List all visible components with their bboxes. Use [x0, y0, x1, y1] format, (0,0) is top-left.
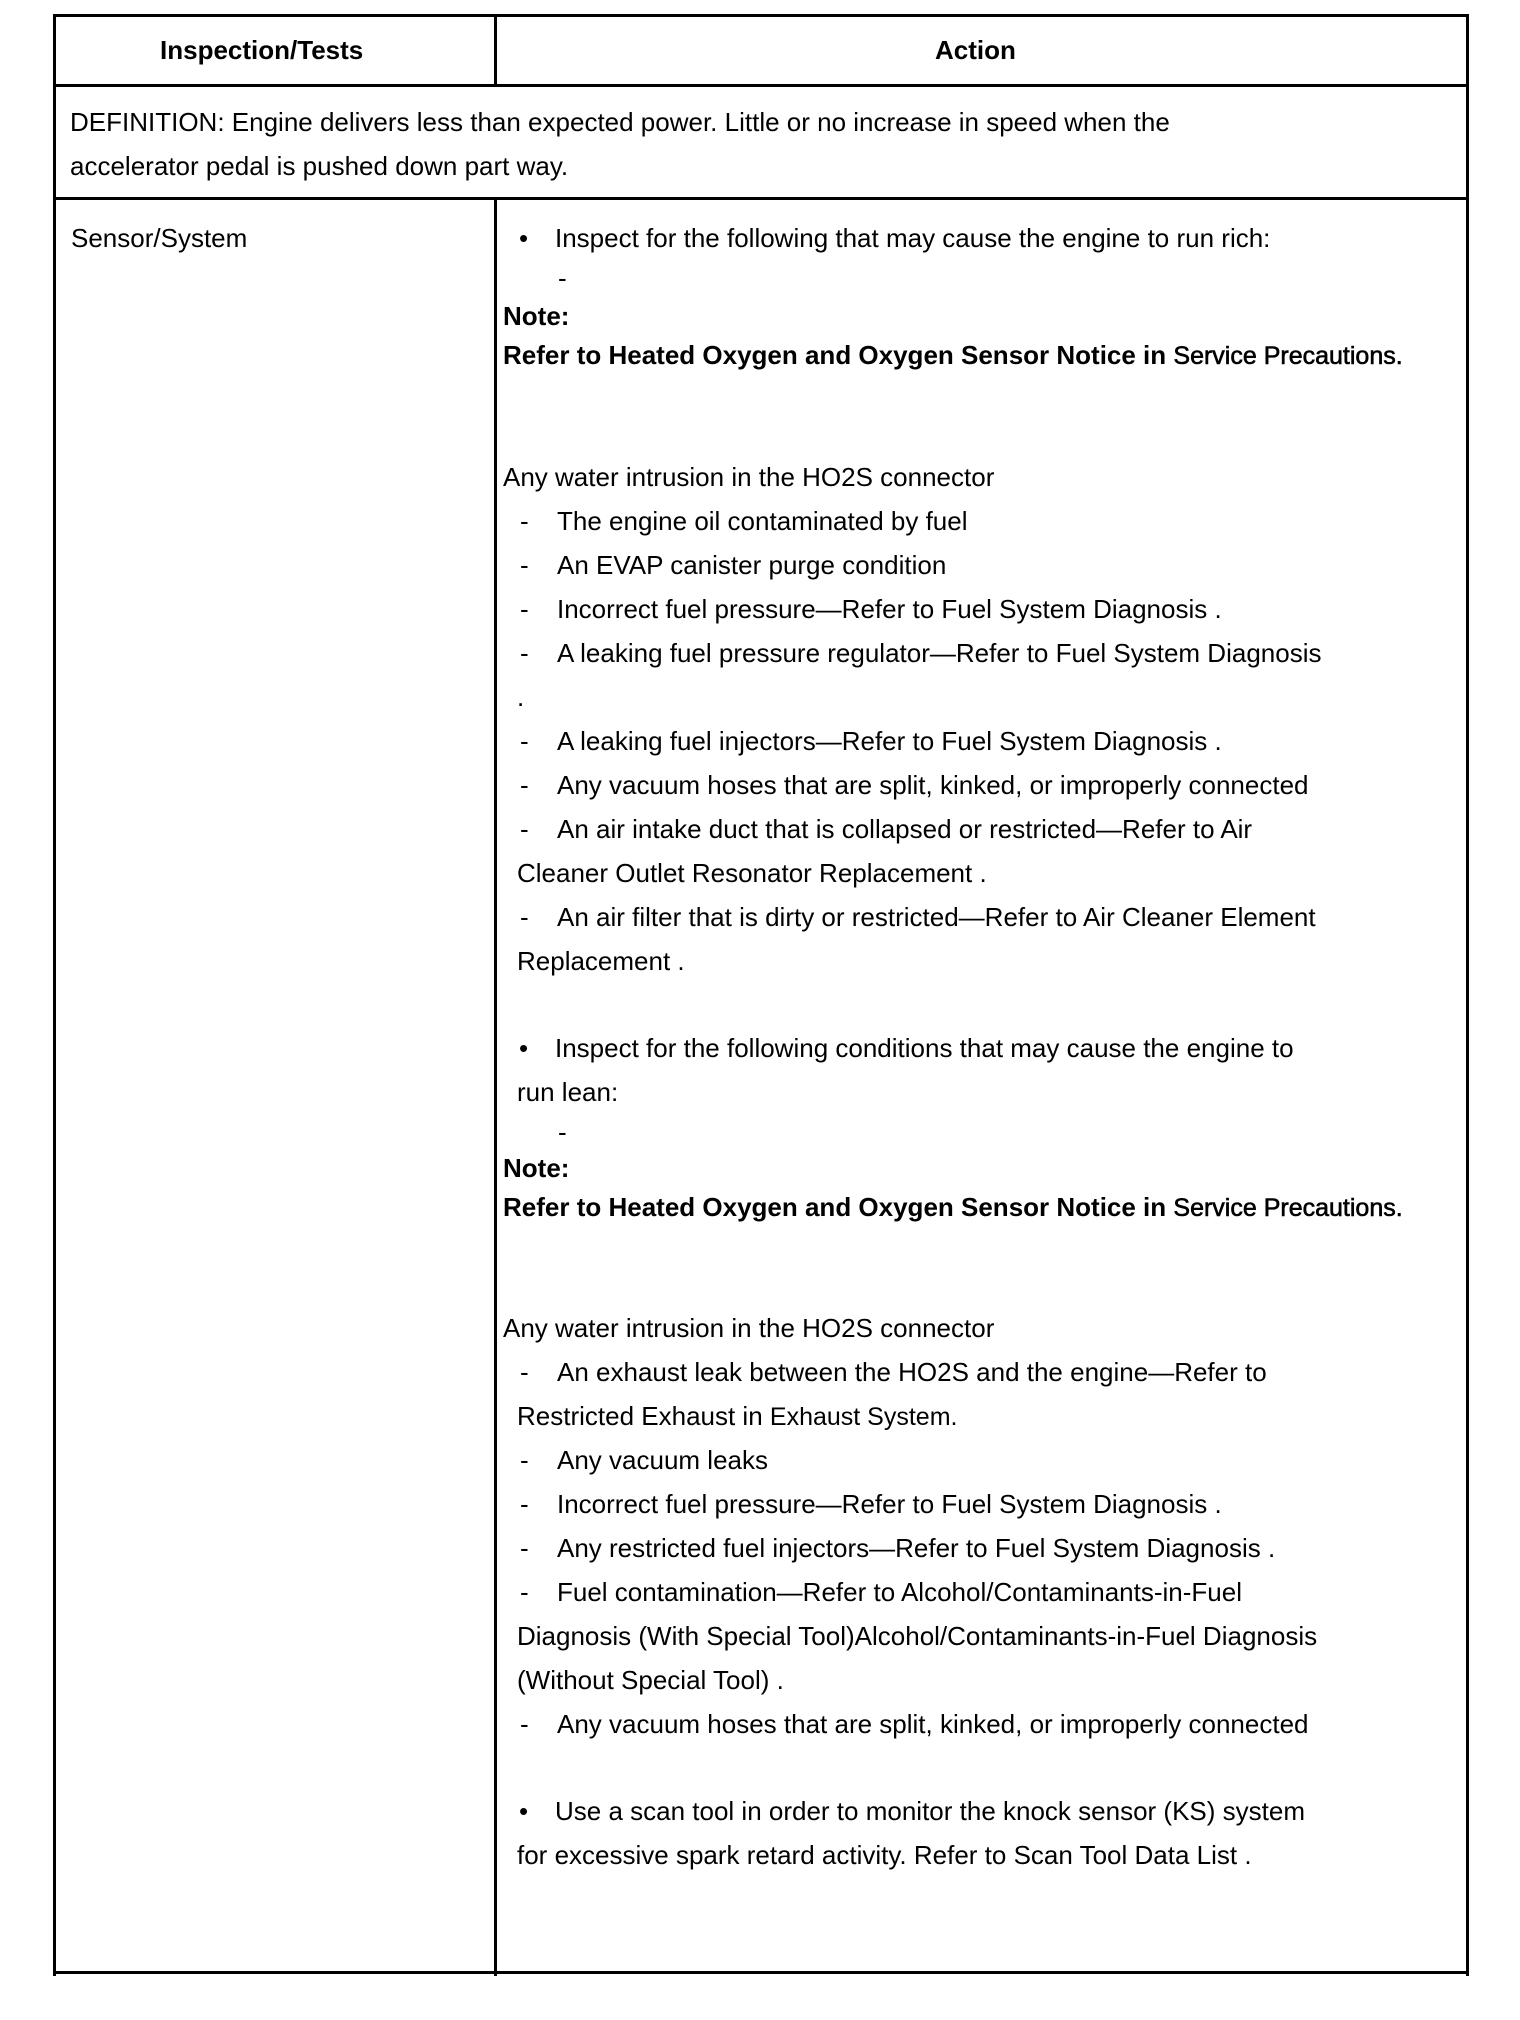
dash-marker: -: [520, 638, 529, 668]
dash-marker: -: [520, 1357, 529, 1387]
table-border-right: [1466, 14, 1469, 1976]
list-item: Fuel contamination—Refer to Alcohol/Contaminants-in-Fuel: [557, 1577, 1243, 1607]
list-item: Incorrect fuel pressure—Refer to Fuel System Diagnosis .: [557, 1489, 1222, 1519]
service-precautions-link[interactable]: Service Precautions.: [1173, 342, 1403, 370]
list-item-continuation: Restricted Exhaust in Exhaust System.: [517, 1401, 958, 1431]
column-divider-body: [494, 198, 497, 1976]
water-intrusion-text: Any water intrusion in the HO2S connector: [503, 1313, 995, 1343]
table-border-left: [53, 14, 56, 1976]
table-border-bottom: [53, 1971, 1469, 1974]
table-border-top: [53, 14, 1469, 17]
column-divider-header: [494, 14, 497, 86]
note-label: Note:: [503, 1153, 570, 1183]
list-item: The engine oil contaminated by fuel: [557, 506, 968, 536]
dash-marker: -: [520, 726, 529, 756]
bullet-marker: •: [519, 223, 529, 253]
column-header-inspection-tests: Inspection/Tests: [160, 35, 364, 65]
dash-marker: -: [520, 1445, 529, 1475]
column-header-action: Action: [935, 35, 1016, 65]
list-item: Any vacuum leaks: [557, 1445, 768, 1475]
list-item: Incorrect fuel pressure—Refer to Fuel System Diagnosis .: [557, 594, 1222, 624]
header-divider: [53, 84, 1469, 87]
dash-marker: -: [520, 1533, 529, 1563]
bullet-marker: •: [519, 1033, 529, 1063]
dash-placeholder: -: [558, 263, 567, 293]
dash-marker: -: [520, 814, 529, 844]
action-line-knock-sensor: Use a scan tool in order to monitor the knock sensor (KS) system: [555, 1796, 1305, 1826]
exhaust-system-link[interactable]: Exhaust System.: [769, 1403, 958, 1431]
service-precautions-link[interactable]: Service Precautions.: [1173, 1194, 1403, 1222]
list-item: Any vacuum hoses that are split, kinked, or improperly connected: [557, 770, 1309, 800]
row-label-sensor-system: Sensor/System: [71, 223, 248, 253]
dash-marker: -: [520, 506, 529, 536]
dash-marker: -: [520, 594, 529, 624]
dash-marker: -: [520, 1709, 529, 1739]
action-line-rich-intro: Inspect for the following that may cause the engine to run rich:: [555, 223, 1271, 253]
dash-marker: -: [520, 1577, 529, 1607]
dash-placeholder: -: [558, 1117, 567, 1147]
list-item-continuation: (Without Special Tool) .: [517, 1665, 784, 1695]
definition-line-1: DEFINITION: Engine delivers less than expected power. Little or no increase in speed when the: [70, 107, 1170, 137]
note-label: Note:: [503, 301, 570, 331]
list-item: A leaking fuel injectors—Refer to Fuel System Diagnosis .: [557, 726, 1222, 756]
water-intrusion-text: Any water intrusion in the HO2S connector: [503, 462, 995, 492]
list-item: Any restricted fuel injectors—Refer to Fuel System Diagnosis .: [557, 1533, 1276, 1563]
list-item-continuation: run lean:: [517, 1077, 619, 1107]
note-text: Refer to Heated Oxygen and Oxygen Sensor Notice in Service Precautions.: [503, 1192, 1403, 1222]
list-item-continuation: Diagnosis (With Special Tool)Alcohol/Contaminants-in-Fuel Diagnosis: [517, 1621, 1318, 1651]
definition-line-2: accelerator pedal is pushed down part way.: [70, 151, 569, 181]
list-item-continuation: for excessive spark retard activity. Refer to Scan Tool Data List .: [517, 1840, 1252, 1870]
bullet-marker: •: [519, 1796, 529, 1826]
list-item-continuation: Cleaner Outlet Resonator Replacement .: [517, 858, 987, 888]
list-item: An air intake duct that is collapsed or restricted—Refer to Air: [557, 814, 1253, 844]
dash-marker: -: [520, 770, 529, 800]
list-item: A leaking fuel pressure regulator—Refer to Fuel System Diagnosis: [557, 638, 1322, 668]
list-item: Any vacuum hoses that are split, kinked, or improperly connected: [557, 1709, 1309, 1739]
list-item: An exhaust leak between the HO2S and the engine—Refer to: [557, 1357, 1267, 1387]
dash-marker: -: [520, 1489, 529, 1519]
dash-marker: -: [520, 550, 529, 580]
list-item-continuation: Replacement .: [517, 946, 685, 976]
dash-marker: -: [520, 902, 529, 932]
list-item: An EVAP canister purge condition: [557, 550, 947, 580]
list-item: An air filter that is dirty or restricted—Refer to Air Cleaner Element: [557, 902, 1316, 932]
note-text: Refer to Heated Oxygen and Oxygen Sensor Notice in Service Precautions.: [503, 340, 1403, 370]
action-line-lean-intro: Inspect for the following conditions that may cause the engine to: [555, 1033, 1294, 1063]
list-item-continuation: .: [517, 682, 525, 712]
definition-divider: [53, 197, 1469, 200]
